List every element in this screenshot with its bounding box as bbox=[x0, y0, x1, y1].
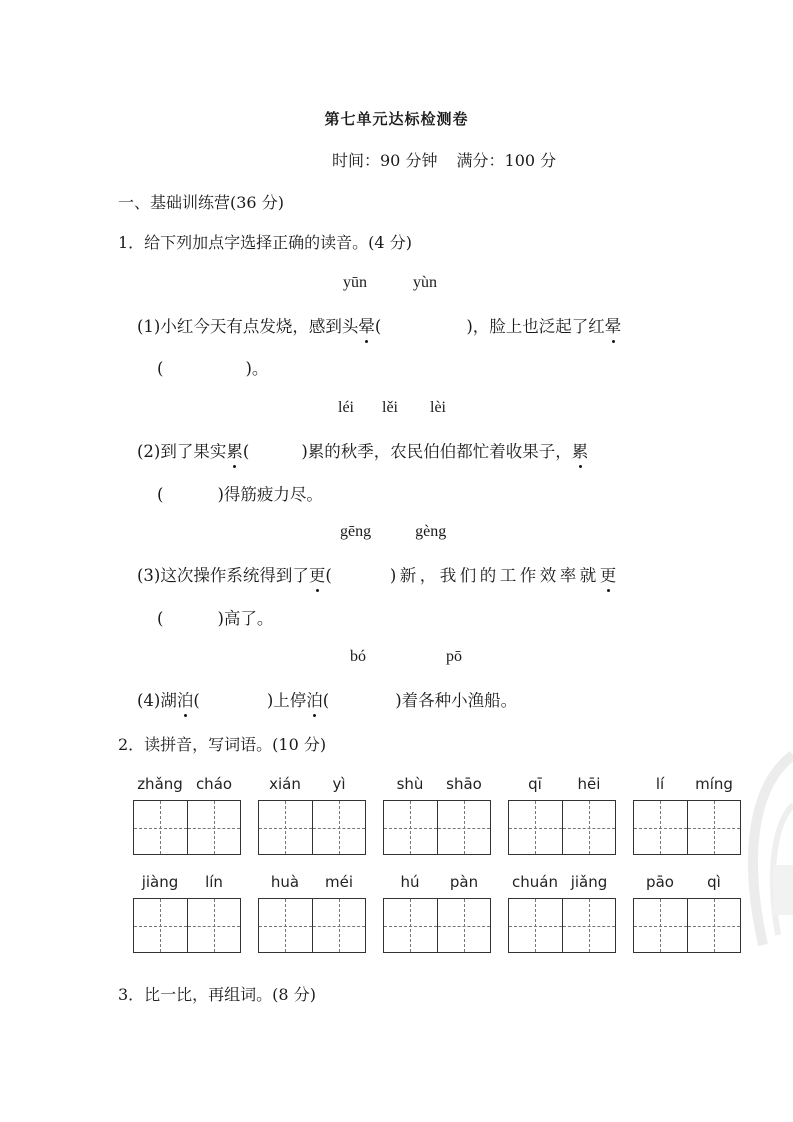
item-4-pinyin-options bbox=[350, 648, 462, 666]
sentence-text: )得筋疲力尽。 bbox=[217, 485, 323, 504]
pinyin-labels bbox=[508, 775, 616, 797]
pinyin-option: yùn bbox=[413, 274, 437, 291]
tianzige-cell[interactable] bbox=[259, 801, 312, 854]
dotted-char: 泊 bbox=[306, 687, 323, 711]
pinyin-option: gēng bbox=[340, 523, 372, 540]
bracket-open: ( bbox=[193, 691, 200, 710]
bracket-open: ( bbox=[325, 566, 332, 585]
pinyin-labels bbox=[133, 873, 241, 895]
pinyin-syllable: pāo bbox=[646, 873, 674, 891]
writing-grid[interactable] bbox=[508, 800, 616, 855]
item-1-line-1 bbox=[137, 313, 621, 337]
pinyin-syllable: shāo bbox=[446, 775, 482, 793]
writing-grid[interactable] bbox=[383, 800, 491, 855]
sentence-text: (1)小红今天有点发烧，感到头 bbox=[137, 317, 359, 336]
writing-grid[interactable] bbox=[508, 898, 616, 953]
pinyin-syllable: míng bbox=[695, 775, 733, 793]
pinyin-option: léi bbox=[338, 399, 354, 416]
tianzige-cell[interactable] bbox=[687, 899, 741, 952]
watermark-icon bbox=[733, 745, 793, 970]
tianzige-cell[interactable] bbox=[437, 899, 491, 952]
pinyin-syllable: shù bbox=[396, 775, 424, 793]
writing-grid[interactable] bbox=[133, 800, 241, 855]
tianzige-cell[interactable] bbox=[509, 899, 562, 952]
dotted-char: 晕 bbox=[605, 313, 622, 337]
tianzige-cell[interactable] bbox=[562, 801, 616, 854]
dotted-char: 更 bbox=[600, 562, 617, 586]
tianzige-cell[interactable] bbox=[634, 801, 687, 854]
section-heading: 一、基础训练营(36 分) bbox=[118, 193, 284, 212]
pinyin-syllable: qì bbox=[707, 873, 721, 891]
pinyin-syllable: méi bbox=[324, 873, 353, 891]
pinyin-syllable: hú bbox=[400, 873, 420, 891]
pinyin-syllable: lín bbox=[205, 873, 223, 891]
pinyin-syllable: jiǎng bbox=[570, 873, 608, 891]
sentence-text: (3)这次操作系统得到了 bbox=[137, 566, 309, 585]
bracket-open: ( bbox=[157, 609, 164, 628]
tianzige-cell[interactable] bbox=[134, 801, 187, 854]
item-1-line-2 bbox=[157, 355, 268, 379]
tianzige-cell[interactable] bbox=[384, 899, 437, 952]
tianzige-cell[interactable] bbox=[259, 899, 312, 952]
pinyin-syllable: yì bbox=[332, 775, 346, 793]
bracket-open: ( bbox=[157, 359, 164, 378]
writing-grid[interactable] bbox=[633, 800, 741, 855]
tianzige-cell[interactable] bbox=[187, 801, 241, 854]
tianzige-cell[interactable] bbox=[437, 801, 491, 854]
pinyin-syllable: xián bbox=[269, 775, 301, 793]
sentence-text: )，脸上也泛起了红 bbox=[466, 317, 605, 336]
item-2-pinyin-options bbox=[338, 399, 446, 417]
exam-meta bbox=[332, 148, 570, 171]
pinyin-syllable: zhǎng bbox=[137, 775, 183, 793]
pinyin-labels bbox=[258, 775, 366, 797]
tianzige-cell[interactable] bbox=[562, 899, 616, 952]
tianzige-cell[interactable] bbox=[134, 899, 187, 952]
sentence-text: )新，我们的工作效率就 bbox=[389, 566, 600, 585]
pinyin-syllable: hēi bbox=[577, 775, 601, 793]
dotted-char: 更 bbox=[309, 562, 326, 586]
question-2-prompt: 2．读拼音，写词语。(10 分) bbox=[118, 735, 327, 754]
sentence-text: )高了。 bbox=[217, 609, 274, 628]
full-score: 满分：100 分 bbox=[456, 151, 557, 170]
page-title: 第七单元达标检测卷 bbox=[324, 110, 469, 128]
pinyin-syllable: qī bbox=[528, 775, 542, 793]
dotted-char: 累 bbox=[226, 438, 243, 462]
pinyin-syllable: lí bbox=[655, 775, 665, 793]
item-3-line-1 bbox=[137, 562, 616, 586]
sentence-text: (4)湖 bbox=[137, 691, 177, 710]
item-2-line-2 bbox=[157, 481, 323, 505]
sentence-text: )。 bbox=[245, 359, 269, 378]
item-2-line-1 bbox=[137, 438, 588, 462]
pinyin-labels bbox=[258, 873, 366, 895]
bracket-open: ( bbox=[322, 691, 330, 710]
sentence-text: )着各种小渔船。 bbox=[395, 691, 518, 710]
bracket-open: ( bbox=[157, 485, 164, 504]
pinyin-labels bbox=[133, 775, 241, 797]
item-3-pinyin-options bbox=[340, 523, 446, 541]
pinyin-syllable: chuán bbox=[512, 873, 558, 891]
pinyin-labels bbox=[383, 873, 491, 895]
writing-grid[interactable] bbox=[258, 898, 366, 953]
dotted-char: 晕 bbox=[358, 313, 375, 337]
writing-grid[interactable] bbox=[258, 800, 366, 855]
bracket-open: ( bbox=[374, 317, 382, 336]
question-3-prompt: 3．比一比，再组词。(8 分) bbox=[118, 985, 316, 1004]
pinyin-labels bbox=[633, 775, 741, 797]
pinyin-option: pō bbox=[446, 648, 462, 665]
tianzige-cell[interactable] bbox=[312, 801, 366, 854]
sentence-text: )累的秋季，农民伯伯都忙着收果子， bbox=[301, 442, 572, 461]
bracket-open: ( bbox=[242, 442, 250, 461]
writing-grid[interactable] bbox=[383, 898, 491, 953]
pinyin-option: lěi bbox=[382, 399, 398, 416]
writing-grid[interactable] bbox=[633, 898, 741, 953]
pinyin-labels bbox=[633, 873, 741, 895]
pinyin-labels bbox=[383, 775, 491, 797]
time-limit: 时间：90 分钟 bbox=[332, 151, 438, 170]
tianzige-cell[interactable] bbox=[187, 899, 241, 952]
dotted-char: 累 bbox=[572, 438, 589, 462]
tianzige-cell[interactable] bbox=[509, 801, 562, 854]
item-1-pinyin-options bbox=[343, 274, 437, 292]
pinyin-option: yūn bbox=[343, 274, 367, 291]
item-4-line-1 bbox=[137, 687, 517, 711]
item-3-line-2 bbox=[157, 605, 273, 629]
question-1-prompt: 1．给下列加点字选择正确的读音。(4 分) bbox=[118, 233, 412, 252]
writing-grid[interactable] bbox=[133, 898, 241, 953]
pinyin-option: gèng bbox=[415, 523, 447, 540]
sentence-text: (2)到了果实 bbox=[137, 442, 227, 461]
tianzige-cell[interactable] bbox=[687, 801, 741, 854]
tianzige-cell[interactable] bbox=[312, 899, 366, 952]
pinyin-option: lèi bbox=[430, 399, 446, 416]
pinyin-syllable: huà bbox=[270, 873, 300, 891]
pinyin-option: bó bbox=[350, 648, 366, 665]
pinyin-syllable: pàn bbox=[449, 873, 479, 891]
pinyin-syllable: cháo bbox=[195, 775, 233, 793]
tianzige-cell[interactable] bbox=[634, 899, 687, 952]
pinyin-syllable: jiàng bbox=[141, 873, 179, 891]
tianzige-cell[interactable] bbox=[384, 801, 437, 854]
dotted-char: 泊 bbox=[177, 687, 194, 711]
sentence-text: )上停 bbox=[266, 691, 307, 710]
pinyin-labels bbox=[508, 873, 616, 895]
